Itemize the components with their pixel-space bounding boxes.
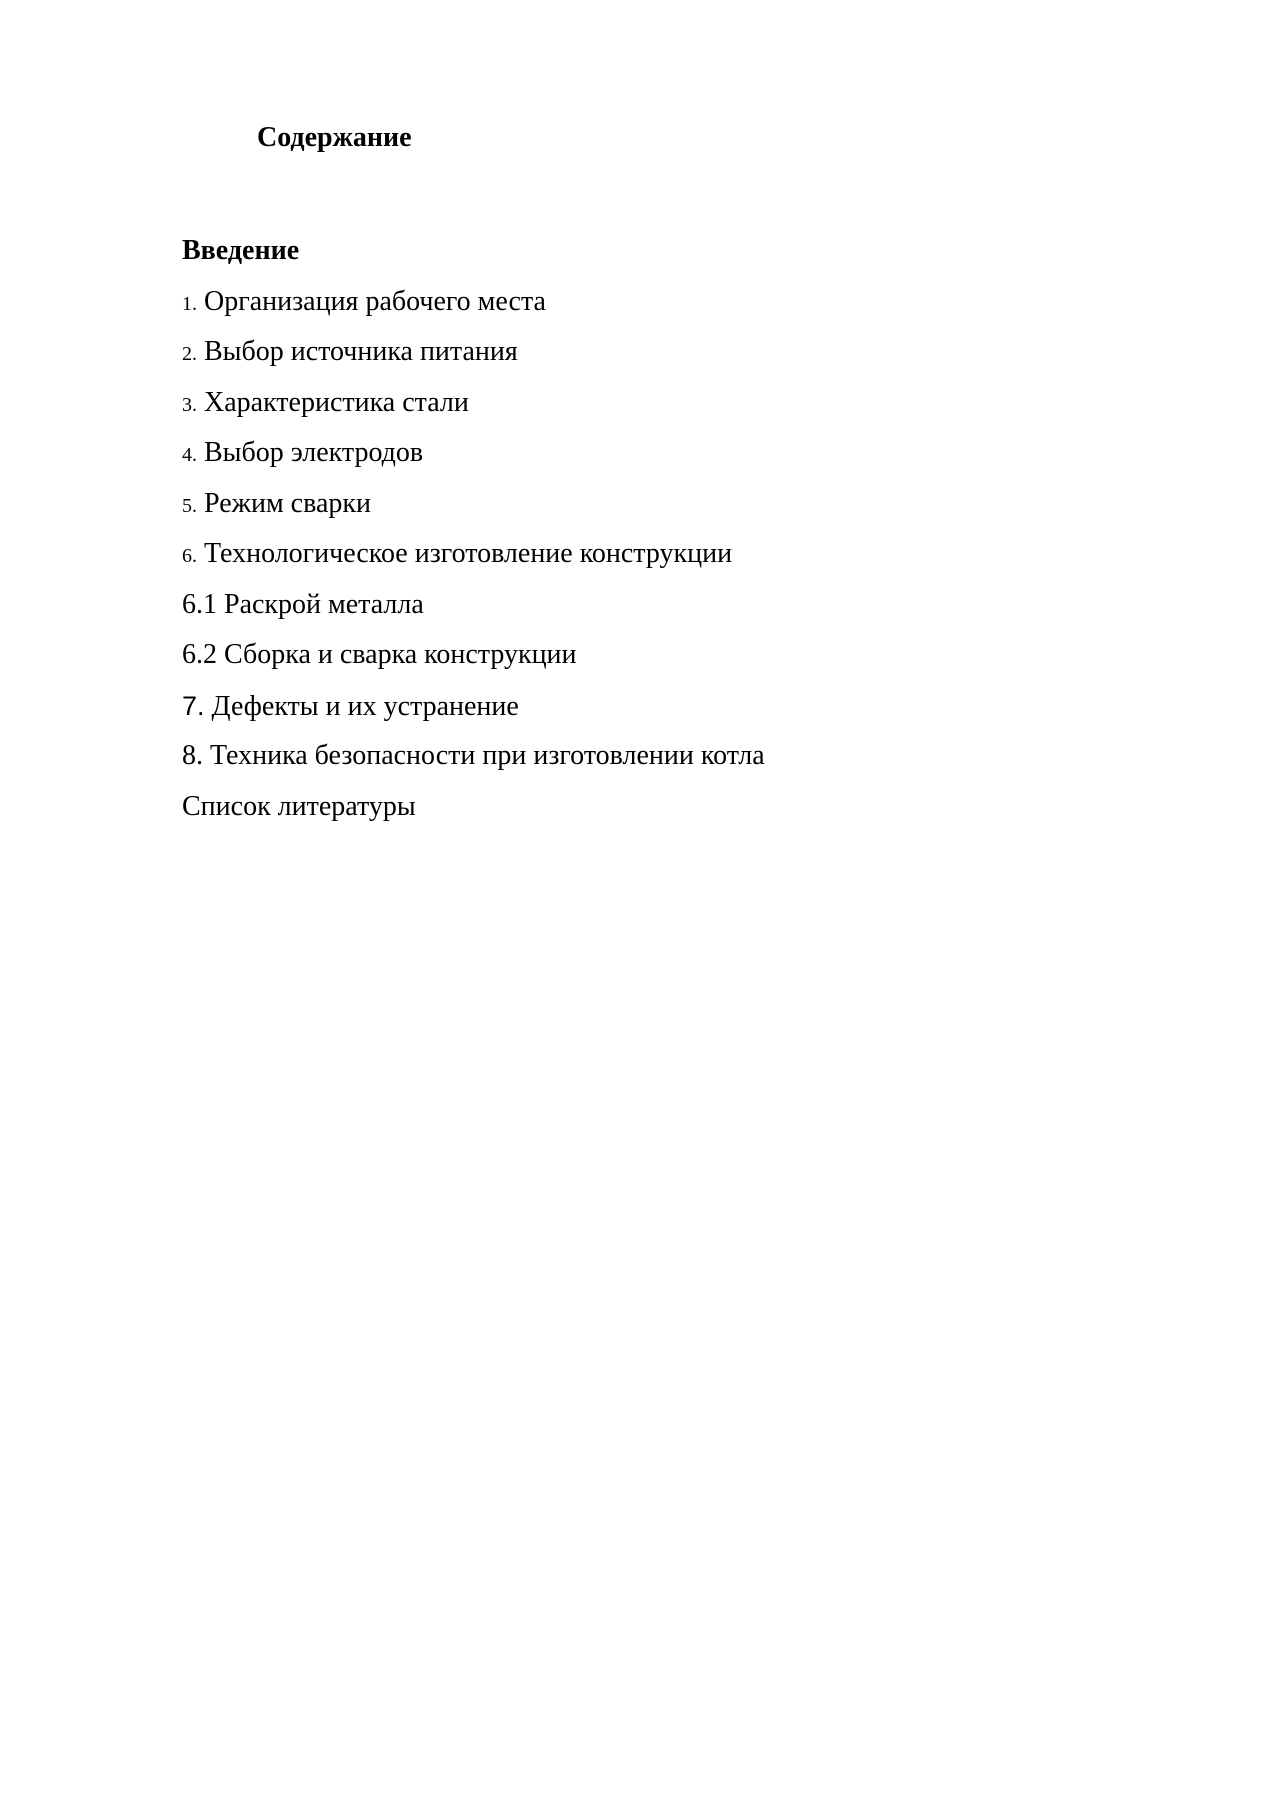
toc-item-text: Технологическое изготовление конструкции (197, 538, 733, 569)
toc-item-number: 2. (182, 343, 197, 365)
toc-item-text: Организация рабочего места (197, 285, 546, 317)
toc-item-text: Дефекты и их устранение (204, 690, 519, 722)
toc-item-text: Характеристика стали (197, 386, 469, 418)
toc-item-text: Техника безопасности при изготовлении котла (203, 740, 765, 771)
toc-item-text: Выбор электродов (197, 437, 424, 468)
toc-item-number: 6.2 (182, 639, 217, 670)
toc-item (182, 435, 765, 486)
toc-item-number: 3. (182, 393, 197, 416)
table-of-contents (182, 233, 765, 839)
toc-item-number: 8. (182, 740, 203, 771)
page-title: Содержание (257, 122, 412, 153)
toc-item-number: 6. (182, 545, 197, 567)
toc-item-text: Раскрой металла (217, 588, 424, 620)
toc-item (182, 233, 765, 284)
toc-item (182, 385, 765, 436)
toc-item-number: 4. (182, 444, 197, 466)
toc-item-number: 7. (182, 690, 205, 721)
toc-item (182, 587, 765, 638)
toc-item (182, 789, 765, 840)
toc-item-number: 6.1 (182, 588, 217, 620)
toc-item-text: Введение (182, 235, 300, 266)
toc-item-number: 5. (182, 494, 197, 517)
toc-item (182, 738, 765, 789)
toc-item-number: 1. (182, 292, 197, 315)
toc-item (182, 637, 765, 688)
toc-item (182, 334, 765, 385)
toc-item (182, 486, 765, 537)
toc-item-text: Выбор источника питания (197, 336, 518, 367)
toc-item (182, 688, 765, 739)
toc-item-text: Режим сварки (197, 487, 371, 519)
toc-item-text: Сборка и сварка конструкции (217, 639, 577, 670)
toc-item (182, 536, 765, 587)
toc-item-text: Список литературы (182, 790, 416, 822)
toc-item (182, 284, 765, 335)
